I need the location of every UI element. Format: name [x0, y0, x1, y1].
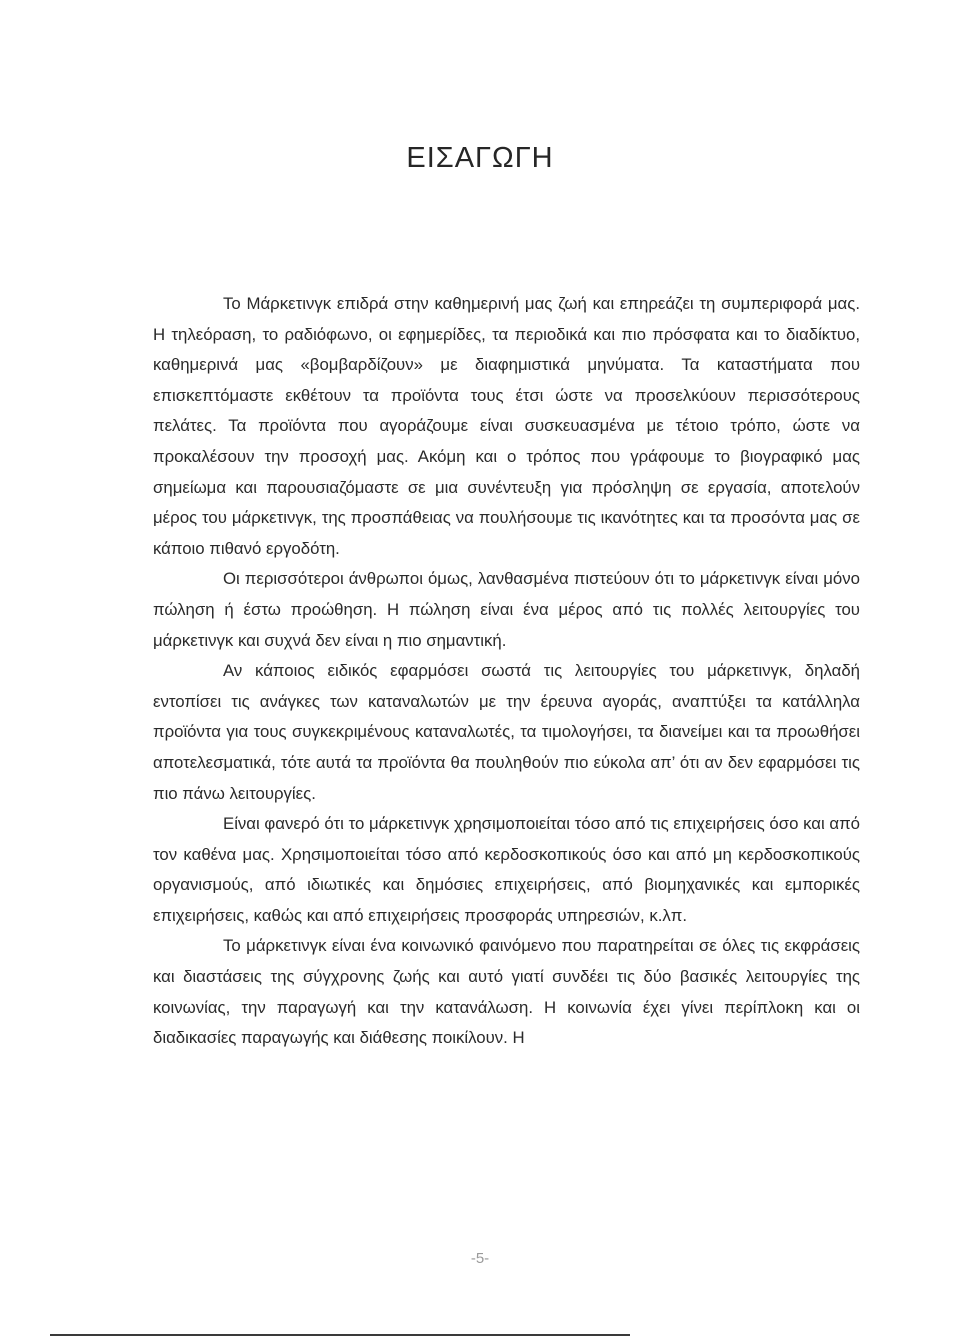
paragraph: Το Μάρκετινγκ επιδρά στην καθημερινή μας ζωή και επηρεάζει τη συμπεριφορά μας. Η τηλεόραση, το ραδιόφωνο, οι εφημερίδες, τα περιοδικά και πιο πρόσφατα και το διαδίκτυο, καθημερινά μας «βομβαρδίζουν» με διαφημιστικά μηνύματα. Τα καταστήματα που επισκεπτόμαστε εκθέτουν τα προϊόντα τους έτσι ώστε να προσελκύουν περισσότερους πελάτες. Τα προϊόντα που αγοράζουμε είναι συσκευασμένα με τέτοιο τρόπο, ώστε να προκαλέσουν την προσοχή μας. Ακόμη και ο τρόπος που γράφουμε το βιογραφικό μας σημείωμα και παρουσιαζόμαστε σε μια συνέντευξη για πρόσληψη σε εργασία, αποτελούν μέρος του μάρκετινγκ, της προσπάθειας να πουλήσουμε τις ικανότητες και τα προσόντα μας σε κάποιο πιθανό εργοδότη. [153, 294, 860, 558]
page-title: ΕΙΣΑΓΩΓΗ [406, 142, 554, 174]
paragraph: Αν κάποιος ειδικός εφαρμόσει σωστά τις λειτουργίες του μάρκετινγκ, δηλαδή εντοπίσει τις ανάγκες των καταναλωτών με την έρευνα αγοράς, αναπτύξει τα κατάλληλα προϊόντα για τους συγκεκριμένους καταναλωτές, τα τιμολογήσει, τα διανείμει και τα προωθήσει αποτελεσματικά, τότε αυτά τα προϊόντα θα πουληθούν πιο εύκολα απ’ ότι αν δεν εφαρμόσει τις πιο πάνω λειτουργίες. [153, 661, 860, 803]
page-number: -5- [470, 1250, 490, 1267]
body-text [153, 289, 860, 1054]
paragraph: Είναι φανερό ότι το μάρκετινγκ χρησιμοποιείται τόσο από τις επιχειρήσεις όσο και από τον καθένα μας. Χρησιμοποιείται τόσο από κερδοσκοπικούς όσο και από μη κερδοσκοπικούς οργανισμούς, από ιδιωτικές και δημόσιες επιχειρήσεις, από βιομηχανικές και εμπορικές επιχειρήσεις, καθώς και από επιχειρήσεις προσφοράς υπηρεσιών, κ.λπ. [153, 814, 860, 925]
paragraph: Οι περισσότεροι άνθρωποι όμως, λανθασμένα πιστεύουν ότι το μάρκετινγκ είναι μόνο πώληση ή έστω προώθηση. Η πώληση είναι ένα μέρος από τις πολλές λειτουργίες του μάρκετινγκ και συχνά δεν είναι η πιο σημαντική. [153, 569, 860, 650]
bottom-rule [50, 1334, 630, 1336]
paragraph: Το μάρκετινγκ είναι ένα κοινωνικό φαινόμενο που παρατηρείται σε όλες τις εκφράσεις και διαστάσεις της σύγχρονης ζωής και αυτό γιατί συνδέει τις δύο βασικές λειτουργίες της κοινωνίας, την παραγωγή και την κατανάλωση. Η κοινωνία έχει γίνει περίπλοκη και οι διαδικασίες παραγωγής και διάθεσης ποικίλουν. Η [153, 936, 860, 1048]
